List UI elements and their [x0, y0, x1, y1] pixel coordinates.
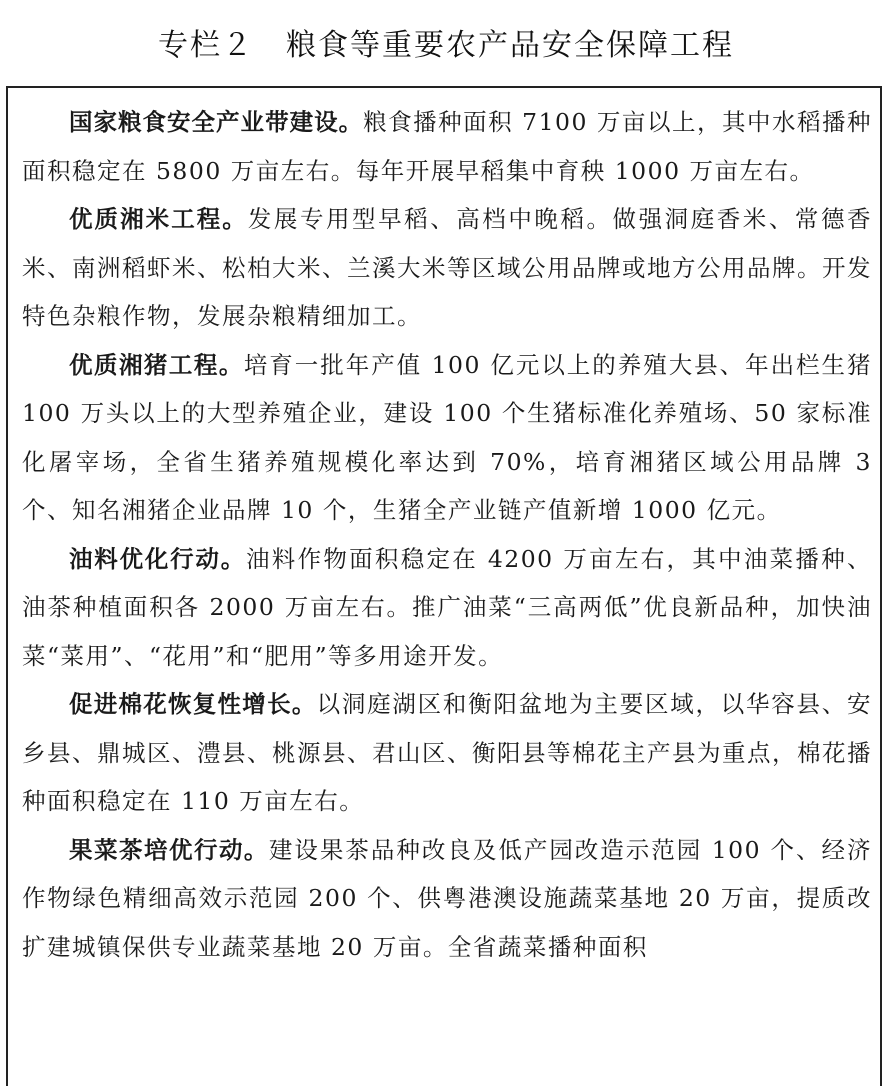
section-heading: 果菜茶培优行动。	[69, 835, 269, 864]
column-title: 专栏２ 粮食等重要农产品安全保障工程	[158, 28, 734, 63]
section-body: 建设果茶品种改良及低产园改造示范园 100 个、经济作物绿色精细高效示范园 200 个、供粤港澳设施蔬菜基地 20 万亩，提质改扩建城镇保供专业蔬菜基地 20 万亩。全省蔬菜播种面积	[22, 835, 872, 961]
section-heading: 国家粮食安全产业带建设。	[69, 108, 364, 136]
column-box	[6, 86, 882, 1086]
section-oil-crops	[22, 535, 872, 681]
section-body: 油料作物面积稳定在 4200 万亩左右，其中油菜播种、油茶种植面积各 2000 万亩左右。推广油菜“三高两低”优良新品种，加快油菜“菜用”、“花用”和“肥用”等多用途开发。	[22, 544, 873, 670]
section-heading: 促进棉花恢复性增长。	[69, 690, 317, 718]
column-content	[8, 88, 880, 971]
section-heading: 油料优化行动。	[69, 544, 246, 573]
section-xiang-rice	[22, 195, 872, 341]
section-cotton	[22, 680, 872, 826]
section-heading: 优质湘猪工程。	[69, 350, 244, 379]
section-grain-belt	[22, 98, 872, 195]
section-xiang-pig	[22, 341, 872, 535]
section-body: 粮食播种面积 7100 万亩以上，其中水稻播种面积稳定在 5800 万亩左右。每年开展早稻集中育秧 1000 万亩左右。	[22, 108, 873, 185]
section-heading: 优质湘米工程。	[69, 205, 248, 233]
section-body: 发展专用型早稻、高档中晚稻。做强洞庭香米、常德香米、南洲稻虾米、松柏大米、兰溪大米等区域公用品牌或地方公用品牌。开发特色杂粮作物，发展杂粮精细加工。	[22, 205, 873, 330]
section-body: 培育一批年产值 100 亿元以上的养殖大县、年出栏生猪 100 万头以上的大型养殖企业，建设 100 个生猪标准化养殖场、50 家标准化屠宰场，全省生猪养殖规模化率达到 70%，培育湘猪区域公用品牌 3 个、知名湘猪企业品牌 10 个，生猪全产业链产值新增 1000 亿元。	[22, 350, 873, 524]
section-fruit-veg-tea	[22, 826, 872, 972]
section-body: 以洞庭湖区和衡阳盆地为主要区域，以华容县、安乡县、鼎城区、澧县、桃源县、君山区、衡阳县等棉花主产县为重点，棉花播种面积稳定在 110 万亩左右。	[22, 690, 873, 815]
